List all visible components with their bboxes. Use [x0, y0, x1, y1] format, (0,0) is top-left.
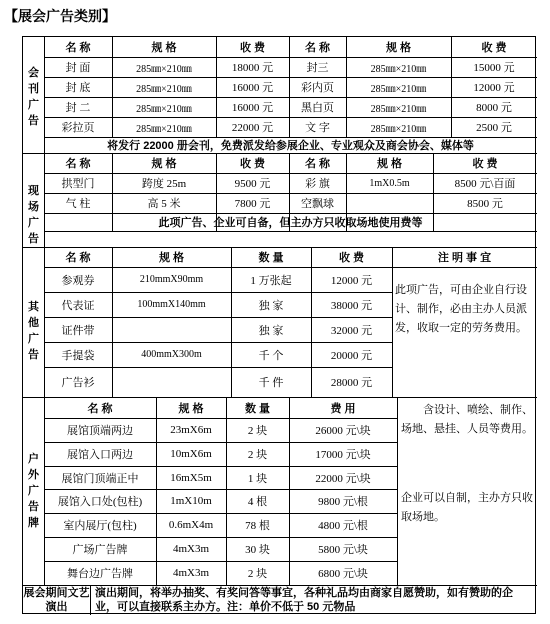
huikan-header-spec-2: 规 格: [385, 42, 412, 54]
huikan-header-fee-1: 收 费: [239, 42, 266, 54]
table-cell: 5800 元\块: [318, 544, 368, 556]
table-cell: 高 5 米: [147, 198, 181, 210]
table-cell: 285㎜×210㎜: [136, 103, 192, 115]
huwai-header-fee: 费 用: [330, 402, 356, 415]
xianchang-header-name-1: 名 称: [65, 158, 91, 170]
section-label-wenyi: 展会期间文艺演出: [23, 587, 90, 613]
huwai-header-qty: 数 量: [244, 402, 271, 415]
table-cell: 22000 元: [231, 122, 274, 134]
table-cell: 16mX5m: [170, 471, 212, 484]
page-title: 【展会广告类别】: [4, 8, 116, 24]
table-cell: 气 柱: [65, 198, 91, 210]
huikan-header-name-2: 名 称: [304, 42, 331, 54]
section-label-xianchang: 现 场 广 告: [28, 185, 39, 245]
table-cell: 2 块: [247, 449, 268, 461]
table-cell: 2 块: [247, 425, 268, 437]
table-cell: 4mX3m: [172, 567, 210, 579]
table-cell: 封 面: [65, 62, 91, 74]
table-cell: 展馆入口两边: [67, 449, 133, 461]
table-cell: 广场广告牌: [72, 544, 128, 556]
qita-header-name: 名 称: [65, 252, 91, 264]
table-cell: 室内展厅(包柱): [63, 520, 137, 532]
table-cell: 285㎜×210㎜: [370, 123, 427, 135]
table-cell: 文 字: [305, 122, 330, 134]
table-cell: 2 块: [247, 568, 268, 580]
table-cell: 4mX3m: [172, 543, 210, 555]
table-cell: 210mmX90mm: [139, 274, 204, 285]
table-cell: 1 万张起: [250, 274, 292, 287]
table-cell: 23mX6m: [170, 424, 212, 436]
table-cell: 代表证: [61, 299, 95, 312]
table-cell: 证件带: [61, 324, 95, 337]
table-cell: 1mX0.5m: [369, 177, 410, 189]
table-cell: 封 底: [65, 82, 91, 94]
wenyi-text: 演出期间，将举办抽奖、有奖问答等事宜，各种礼品均由商家自愿赞助，如有赞助的企业，可以直接联系主办方。注：单价不低于 50 元物品: [95, 587, 513, 613]
table-cell: 手提袋: [61, 349, 95, 362]
huwai-note-2: 企业可以自制，主办方只收取场地。: [401, 492, 533, 523]
xianchang-banner: 此项广告、企业可自备，但主办方只收取场地使用费等: [158, 217, 423, 229]
table-cell: 32000 元: [330, 324, 373, 337]
table-cell: 参观券: [61, 274, 95, 287]
table-cell: 拱型门: [61, 178, 95, 190]
table-cell: 2500 元: [476, 122, 512, 134]
table-cell: 4 根: [247, 496, 268, 508]
table-cell: 跨度 25m: [141, 178, 187, 190]
table-cell: 展馆门顶端正中: [61, 472, 139, 485]
table-cell: [112, 317, 231, 342]
table-cell: 空飘球: [301, 198, 334, 210]
xianchang-header-spec-2: 规 格: [376, 158, 403, 170]
table-cell: 285㎜×210㎜: [370, 63, 427, 75]
table-cell: 封 二: [65, 102, 91, 114]
table-cell: 400mmX300m: [141, 349, 202, 360]
xianchang-header-fee-1: 收 费: [239, 158, 266, 170]
xianchang-header-name-2: 名 称: [304, 158, 331, 170]
table-cell: 285㎜×210㎜: [370, 83, 427, 95]
qita-header-note: 注 明 事 宜: [437, 252, 492, 264]
table-cell: 12000 元: [473, 82, 515, 94]
table-cell: 12000 元: [330, 274, 373, 287]
table-cell: 9800 元\根: [318, 496, 368, 508]
table-cell: 285㎜×210㎜: [370, 103, 427, 115]
table-cell: 7800 元: [234, 198, 271, 210]
table-cell: 0.6mX4m: [168, 519, 214, 531]
section-label-huikan: 会 刊 广 告: [28, 67, 39, 127]
table-cell: 6800 元\块: [318, 568, 368, 580]
huwai-note-1: 含设计、喷绘、制作、场地、悬挂、人员等费用。: [401, 404, 533, 435]
table-cell: 16000 元: [231, 82, 274, 94]
table-cell: 22000 元\块: [315, 472, 371, 485]
huikan-banner: 将发行 22000 册会刊，免费派发给参展企业、专业观众及商会协会、媒体等: [107, 140, 474, 152]
table-cell: 广告衫: [61, 377, 95, 389]
xianchang-header-fee-2: 收 费: [472, 158, 498, 170]
huikan-header-fee-2: 收 费: [481, 42, 507, 54]
section-label-qita: 其 他 广 告: [28, 301, 39, 361]
table-cell: 1mX10m: [170, 495, 212, 507]
table-cell: 独 家: [258, 299, 284, 312]
table-cell: 黑白页: [301, 102, 334, 114]
table-cell: 8500 元: [467, 198, 503, 210]
table-cell: 封三: [306, 62, 329, 74]
table-cell: 30 块: [245, 544, 270, 556]
huikan-header-spec-1: 规 格: [151, 42, 177, 54]
table-cell: 285㎜×210㎜: [136, 123, 192, 135]
xianchang-header-spec-1: 规 格: [151, 158, 177, 170]
table-cell: 285㎜×210㎜: [136, 63, 192, 75]
table-cell: [112, 367, 231, 397]
table-cell: 26000 元\块: [315, 425, 371, 437]
huwai-header-name: 名 称: [87, 402, 113, 415]
table-cell: 8500 元\百面: [454, 178, 516, 190]
table-cell: 20000 元: [330, 349, 373, 362]
table-cell: 78 根: [245, 520, 270, 532]
table-cell: 4800 元\根: [318, 520, 368, 532]
table-cell: 16000 元: [231, 102, 274, 114]
qita-note: 此项广告，可由企业自行设计、制作，必由主办人员派发，收取一定的劳务费用。: [395, 284, 527, 334]
table-cell: 100mmX140mm: [137, 299, 206, 310]
table-cell: 38000 元: [330, 299, 373, 312]
section-label-huwai: 户 外 广 告 牌: [28, 453, 39, 529]
table-cell: 彩 旗: [305, 178, 330, 190]
table-cell: 18000 元: [231, 62, 274, 74]
table-cell: [346, 193, 433, 213]
table-cell: 千 件: [258, 377, 284, 389]
table-cell: 285㎜×210㎜: [136, 83, 192, 95]
qita-header-fee: 收 费: [338, 252, 365, 264]
huikan-header-name-1: 名 称: [65, 42, 91, 54]
qita-header-qty: 数 量: [258, 252, 284, 264]
huwai-header-spec: 规 格: [178, 402, 204, 415]
table-cell: 彩拉页: [61, 122, 95, 134]
table-cell: 8000 元: [476, 102, 512, 114]
table-cell: 舞台边广告牌: [67, 568, 133, 580]
table-cell: 展馆入口处(包柱): [57, 496, 143, 508]
table-cell: 展馆顶端两边: [67, 425, 133, 437]
table-cell: 10mX6m: [170, 448, 212, 460]
table-cell: 28000 元: [330, 377, 373, 389]
table-cell: 独 家: [258, 324, 284, 337]
qita-header-spec: 规 格: [158, 252, 185, 264]
table-cell: 15000 元: [473, 62, 515, 74]
table-cell: 彩内页: [301, 82, 334, 94]
table-cell: 1 块: [247, 472, 268, 485]
table-cell: 17000 元\块: [315, 449, 371, 461]
table-cell: 9500 元: [234, 178, 271, 190]
table-cell: 千 个: [258, 349, 284, 362]
ad-category-table: [22, 36, 536, 614]
